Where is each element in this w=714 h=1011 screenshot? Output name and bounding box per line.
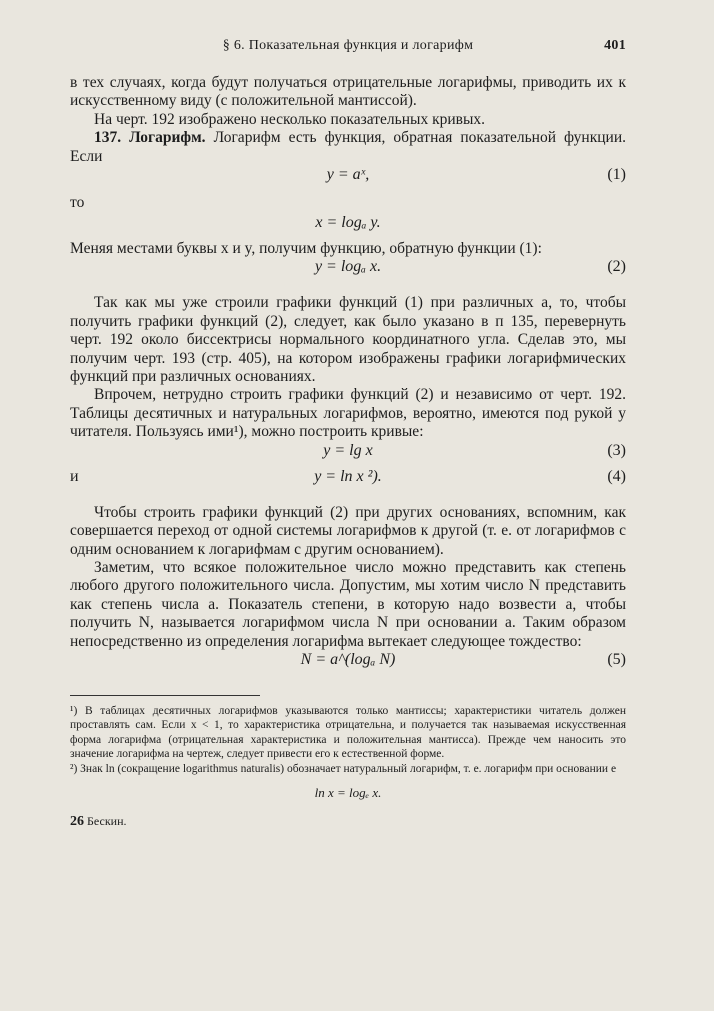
formula-2-eq: y = logₐ x.	[314, 258, 382, 276]
formula-3-tag: (3)	[607, 441, 626, 459]
formula-2	[70, 258, 626, 284]
section-term: Логарифм.	[129, 129, 206, 147]
formula-4	[70, 468, 626, 494]
paragraph-figure: На черт. 192 изображено несколько показательных кривых.	[94, 110, 485, 128]
formula-3	[70, 442, 626, 468]
formula-1-tag: (1)	[607, 166, 626, 184]
formula-4-tag: (4)	[607, 467, 626, 485]
paragraph-tables: Впрочем, нетрудно строить графики функций (2) и независимо от черт. 192. Таблицы десятичных и натуральных логарифмов, вероятно, имеются под рукой у читателя. Пользуясь ими¹), можно построить кривые:	[70, 386, 626, 441]
printer-signature	[70, 814, 626, 830]
page-number: 401	[604, 38, 626, 53]
formula-log-eq: x = logₐ y.	[315, 214, 381, 232]
formula-log	[70, 214, 626, 240]
formula-2-tag: (2)	[607, 258, 626, 276]
signature-author: Бескин.	[87, 814, 127, 829]
formula-1-eq: y = aˣ,	[326, 166, 370, 184]
word-to: то	[70, 194, 85, 212]
section-137	[70, 129, 626, 166]
formula-4-lead: и	[70, 467, 79, 485]
signature-number: 26	[70, 814, 84, 830]
footnote-2-formula: ln x = logₑ x.	[314, 784, 382, 800]
section-text: Логарифм есть функция, обратная показательной функции. Если	[70, 129, 627, 165]
paragraph-graphs: Так как мы уже строили графики функций (1) при различных a, то, чтобы получить графики функций (2), следует, как было указано в п 135, перевернуть черт. 192 около биссектрисы нормального координатного угла. Сделав это, мы получим черт. 193 (стр. 405), на котором изображены графики логарифмических функций при различных основаниях.	[70, 294, 626, 386]
formula-5-tag: (5)	[607, 650, 626, 668]
footnote-1: ¹) В таблицах десятичных логарифмов указываются только мантиссы; характеристики читатель должен проставлять сам. Если x < 1, то характеристика отрицательна, и получается так называемая искусственная форма логарифма (отрицательная характеристика и положительная мантисса). Прежде чем наносить это значение логарифма на чертеж, следует привести его к естественной форме.	[70, 704, 626, 761]
paragraph-intro: в тех случаях, когда будут получаться отрицательные логарифмы, приводить их к искусственному виду (с положительной мантиссой).	[70, 74, 626, 110]
section-number: 137.	[94, 129, 122, 147]
formula-5	[70, 651, 626, 677]
formula-5-eq: N = a^(logₐ N)	[300, 650, 396, 668]
footnotes	[70, 704, 626, 800]
paragraph-other-bases: Чтобы строить графики функций (2) при других основаниях, вспомним, как совершается переход от одной системы логарифмов к другой (т. е. от логарифмов с одним основанием к логарифмам с другим основанием).	[70, 503, 626, 558]
header-title: § 6. Показательная функция и логарифм	[222, 38, 474, 53]
formula-4-eq: y = ln x ²).	[314, 467, 382, 485]
running-header	[70, 38, 626, 60]
formula-3-eq: y = lg x	[323, 441, 373, 459]
formula-1	[70, 166, 626, 192]
footnote-2: ²) Знак ln (сокращение logarithmus naturalis) обозначает натуральный логарифм, т. е. логарифм при основании e	[70, 762, 617, 775]
footnote-divider	[70, 695, 260, 696]
paragraph-note: Заметим, что всякое положительное число можно представить как степень любого другого положительного числа. Допустим, мы хотим число N представить как степень числа a. Показатель степени, в которую надо возвести a, чтобы получить N, называется логарифмом числа N при основании a. Таким образом непосредственно из определения логарифма вытекает следующее тождество:	[70, 558, 626, 650]
paragraph-swap: Меняя местами буквы x и y, получим функцию, обратную функции (1):	[70, 240, 542, 258]
